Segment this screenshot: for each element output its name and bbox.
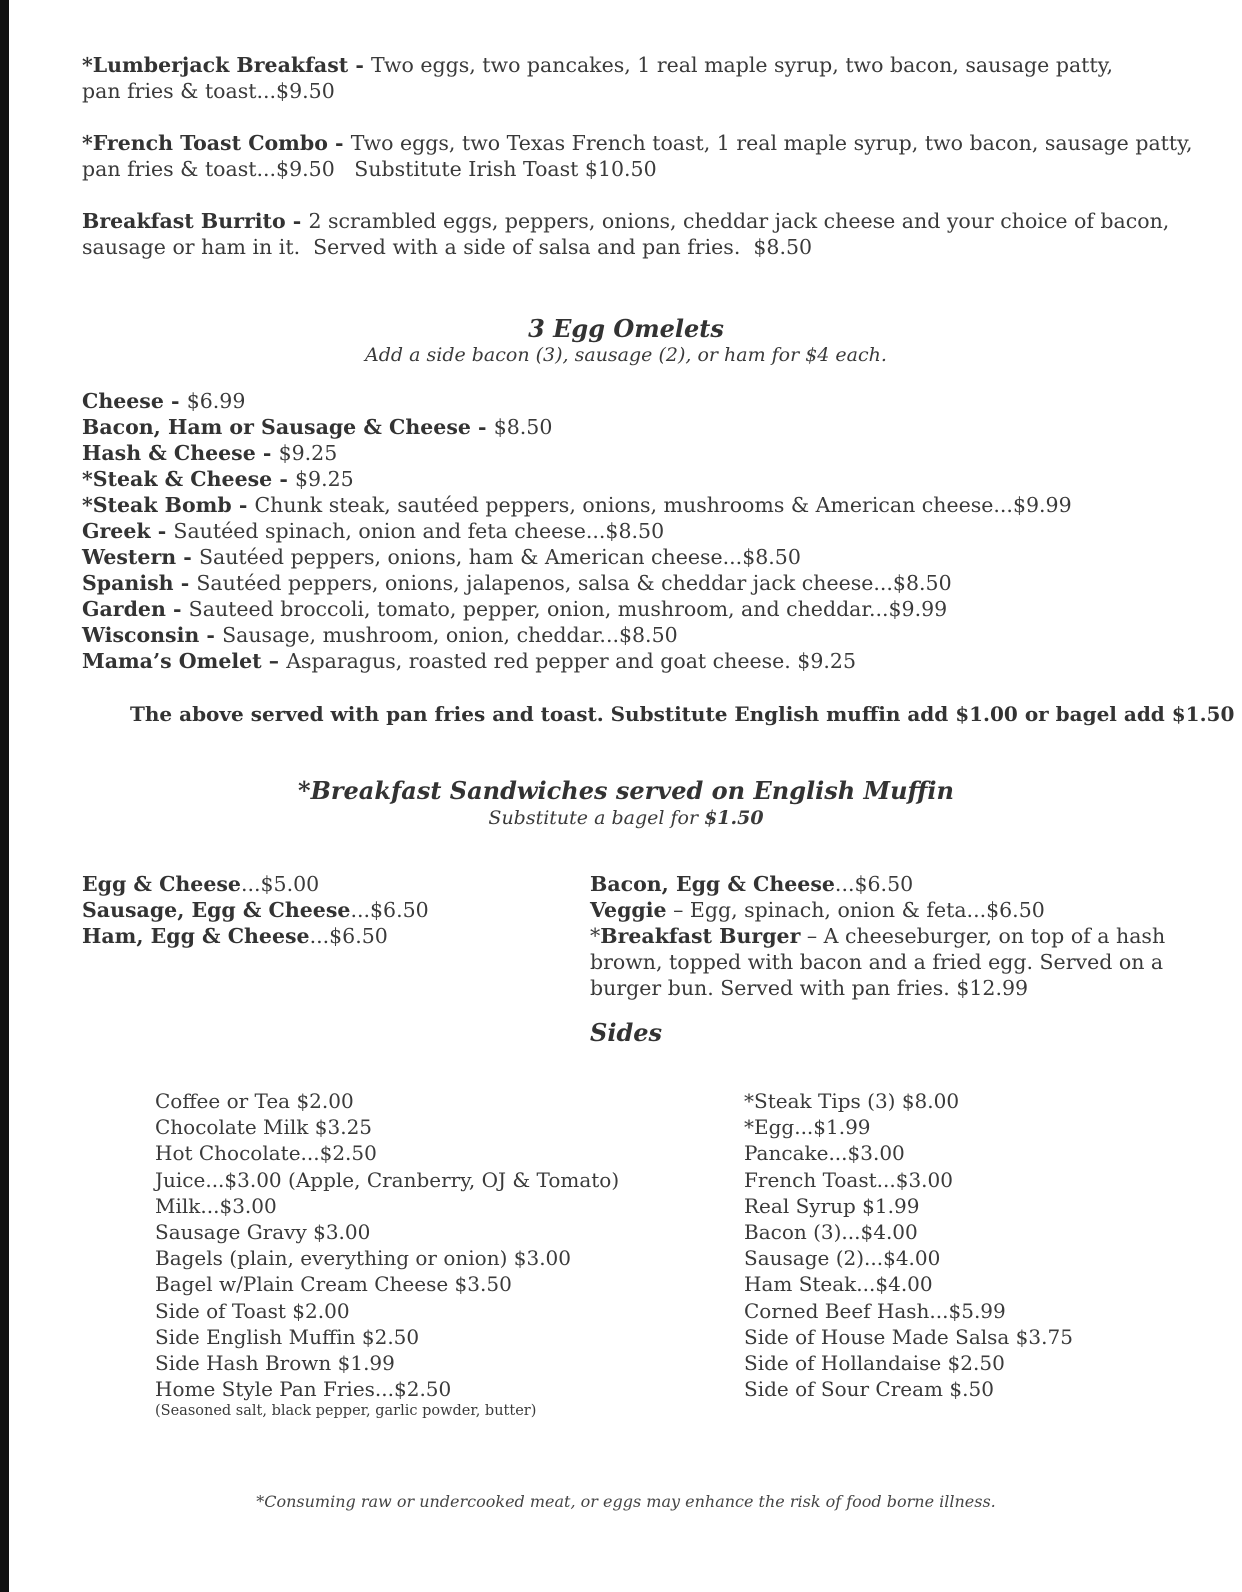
sandwiches-subtitle: Substitute a bagel for $1.50 — [488, 807, 764, 829]
list-item: Bacon, Ham or Sausage & Cheese - $8.50 — [82, 415, 553, 439]
list-item: Ham, Egg & Cheese...$6.50 — [82, 924, 388, 948]
subtitle-price: $1.50 — [704, 807, 764, 829]
combo-name: *French Toast Combo — [82, 131, 328, 155]
list-item: Garden - Sauteed broccoli, tomato, pepper, onion, mushroom, and cheddar...$9.99 — [82, 597, 948, 621]
list-item: Sausage Gravy $3.00 — [155, 1220, 371, 1245]
list-item: *Steak Bomb - Chunk steak, sautéed peppers, onions, mushrooms & American cheese...$9.99 — [82, 493, 1072, 517]
omelet-list — [82, 388, 1072, 674]
sandwich-list-right — [590, 871, 1165, 1001]
list-item: Bagel w/Plain Cream Cheese $3.50 — [155, 1272, 512, 1297]
list-item: Veggie – Egg, spinach, onion & feta...$6.50 — [590, 898, 1045, 922]
combo-desc-cont: sausage or ham in it. Served with a side of salsa and pan fries. $8.50 — [82, 235, 813, 259]
combo-desc-cont: pan fries & toast...$9.50 — [82, 79, 335, 103]
list-item: *Egg...$1.99 — [744, 1115, 871, 1140]
list-item: Corned Beef Hash...$5.99 — [744, 1298, 1006, 1323]
omelets-subtitle: Add a side bacon (3), sausage (2), or ham for $4 each. — [365, 344, 887, 366]
list-item: Wisconsin - Sausage, mushroom, onion, cheddar...$8.50 — [82, 623, 678, 647]
list-item: Bacon (3)...$4.00 — [744, 1220, 918, 1245]
sandwiches-title: *Breakfast Sandwiches served on English Muffin — [298, 776, 954, 805]
combo-desc: Two eggs, two pancakes, 1 real maple syrup, two bacon, sausage patty, — [371, 53, 1114, 77]
omelets-note: The above served with pan fries and toast. Substitute English muffin add $1.00 or bagel add $1.50 — [130, 702, 1235, 726]
list-item: Side of House Made Salsa $3.75 — [744, 1324, 1073, 1349]
sides-title: Sides — [590, 1018, 663, 1047]
list-item: Milk...$3.00 — [155, 1193, 277, 1218]
list-item: Side of Toast $2.00 — [155, 1298, 350, 1323]
list-item: French Toast...$3.00 — [744, 1167, 953, 1192]
sandwich-list-left — [82, 871, 429, 949]
pan-fries-note: (Seasoned salt, black pepper, garlic powder, butter) — [155, 1403, 537, 1420]
list-item: *Breakfast Burger – A cheeseburger, on top of a hash — [590, 924, 1166, 948]
combo-french-toast: *French Toast Combo - Two eggs, two Texas French toast, 1 real maple syrup, two bacon, sausage patty, pan fries & toast...$9.50 Substitute Irish Toast $10.50 — [82, 131, 1193, 181]
list-item-cont: burger bun. Served with pan fries. $12.99 — [590, 976, 1029, 1000]
list-item: Hot Chocolate...$2.50 — [155, 1141, 377, 1166]
list-item: Cheese - $6.99 — [82, 389, 246, 413]
list-item: Juice...$3.00 (Apple, Cranberry, OJ & Tomato) — [155, 1167, 620, 1192]
list-item: Coffee or Tea $2.00 — [155, 1089, 354, 1113]
list-item: Chocolate Milk $3.25 — [155, 1115, 373, 1140]
omelets-title: 3 Egg Omelets — [528, 314, 724, 343]
list-item: Sausage, Egg & Cheese...$6.50 — [82, 898, 429, 922]
combo-name: Breakfast Burrito — [82, 209, 286, 233]
list-item: Real Syrup $1.99 — [744, 1193, 920, 1218]
list-item: Pancake...$3.00 — [744, 1141, 905, 1166]
list-item: Bacon, Egg & Cheese...$6.50 — [590, 872, 914, 896]
list-item: Home Style Pan Fries...$2.50 — [155, 1377, 452, 1402]
list-item: Spanish - Sautéed peppers, onions, jalapenos, salsa & cheddar jack cheese...$8.50 — [82, 571, 952, 595]
list-item: Sausage (2)...$4.00 — [744, 1246, 941, 1271]
sides-list-right — [744, 1088, 1073, 1402]
list-item: Western - Sautéed peppers, onions, ham & American cheese...$8.50 — [82, 545, 801, 569]
list-item: Side English Muffin $2.50 — [155, 1324, 420, 1349]
list-item: Ham Steak...$4.00 — [744, 1272, 933, 1297]
combo-name: *Lumberjack Breakfast — [82, 53, 349, 77]
list-item: Egg & Cheese...$5.00 — [82, 872, 320, 896]
list-item: Mama’s Omelet – Asparagus, roasted red pepper and goat cheese. $9.25 — [82, 649, 856, 673]
list-item-cont: brown, topped with bacon and a fried egg. Served on a — [590, 950, 1164, 974]
list-item: *Steak & Cheese - $9.25 — [82, 467, 354, 491]
combo-desc: Two eggs, two Texas French toast, 1 real maple syrup, two bacon, sausage patty, — [350, 131, 1193, 155]
sides-list-left — [155, 1088, 619, 1420]
list-item: Side of Hollandaise $2.50 — [744, 1351, 1005, 1376]
list-item: Hash & Cheese - $9.25 — [82, 441, 338, 465]
list-item: Bagels (plain, everything or onion) $3.00 — [155, 1246, 571, 1271]
list-item: Greek - Sautéed spinach, onion and feta cheese...$8.50 — [82, 519, 665, 543]
combo-desc: 2 scrambled eggs, peppers, onions, cheddar jack cheese and your choice of bacon, — [308, 209, 1170, 233]
combo-lumberjack: *Lumberjack Breakfast - Two eggs, two pancakes, 1 real maple syrup, two bacon, sausage patty, pan fries & toast...$9.50 — [82, 53, 1114, 103]
combo-burrito: Breakfast Burrito - 2 scrambled eggs, peppers, onions, cheddar jack cheese and your choice of bacon, sausage or ham in it. Served with a side of salsa and pan fries. $8.50 — [82, 209, 1170, 259]
list-item: Side Hash Brown $1.99 — [155, 1351, 395, 1376]
list-item: Side of Sour Cream $.50 — [744, 1377, 994, 1402]
list-item: *Steak Tips (3) $8.00 — [744, 1089, 960, 1113]
combo-desc-cont: pan fries & toast...$9.50 Substitute Irish Toast $10.50 — [82, 157, 657, 181]
food-safety-disclaimer: *Consuming raw or undercooked meat, or eggs may enhance the risk of food borne illness. — [256, 1492, 996, 1511]
